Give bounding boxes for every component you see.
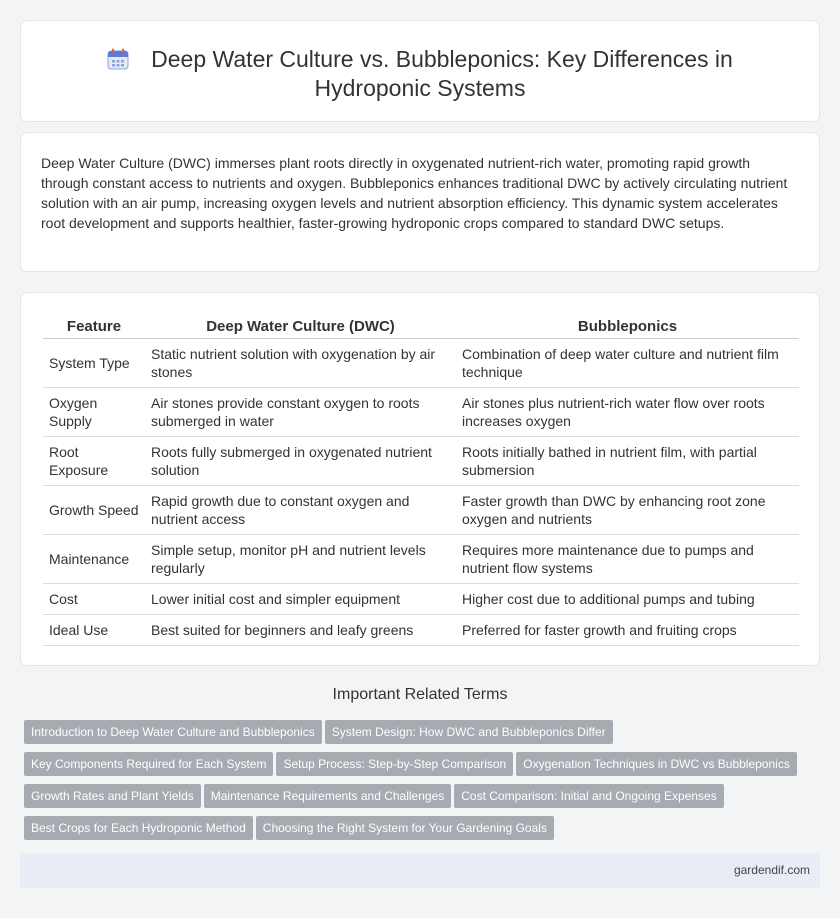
header-dwc: Deep Water Culture (DWC)	[145, 315, 456, 338]
related-terms-list	[24, 720, 816, 848]
table-row	[43, 614, 799, 645]
dwc-cell: Rapid growth due to constant oxygen and nutrient access	[145, 485, 456, 534]
header-feature: Feature	[43, 315, 145, 338]
table-row	[43, 485, 799, 534]
dwc-cell: Air stones provide constant oxygen to roots submerged in water	[145, 387, 456, 436]
table-row	[43, 338, 799, 387]
footer	[20, 854, 820, 888]
table-row	[43, 387, 799, 436]
dwc-cell: Lower initial cost and simpler equipment	[145, 583, 456, 614]
bubbleponics-cell: Faster growth than DWC by enhancing root zone oxygen and nutrients	[456, 485, 799, 534]
related-terms-heading: Important Related Terms	[332, 686, 508, 703]
feature-cell: Root Exposure	[43, 436, 145, 485]
bubbleponics-cell: Air stones plus nutrient-rich water flow over roots increases oxygen	[456, 387, 799, 436]
bubbleponics-cell: Higher cost due to additional pumps and tubing	[456, 583, 799, 614]
dwc-cell: Best suited for beginners and leafy greens	[145, 614, 456, 645]
related-term-tag[interactable]: Growth Rates and Plant Yields	[24, 784, 201, 808]
bubbleponics-cell: Combination of deep water culture and nutrient film technique	[456, 338, 799, 387]
calendar-icon	[107, 48, 129, 70]
dwc-cell: Roots fully submerged in oxygenated nutrient solution	[145, 436, 456, 485]
bubbleponics-cell: Preferred for faster growth and fruiting crops	[456, 614, 799, 645]
dwc-cell: Static nutrient solution with oxygenation by air stones	[145, 338, 456, 387]
feature-cell: System Type	[43, 338, 145, 387]
comparison-table	[43, 315, 799, 646]
table-row	[43, 436, 799, 485]
title-line-1: Deep Water Culture vs. Bubbleponics: Key Differences in	[151, 46, 733, 72]
title-card	[20, 20, 820, 122]
feature-cell: Oxygen Supply	[43, 387, 145, 436]
related-term-tag[interactable]: Oxygenation Techniques in DWC vs Bubbleponics	[516, 752, 797, 776]
bubbleponics-cell: Requires more maintenance due to pumps and nutrient flow systems	[456, 534, 799, 583]
footer-site-link[interactable]: gardendif.com	[733, 863, 810, 877]
page-title	[21, 45, 819, 103]
related-term-tag[interactable]: Cost Comparison: Initial and Ongoing Expenses	[454, 784, 723, 808]
table-row	[43, 583, 799, 614]
feature-cell: Growth Speed	[43, 485, 145, 534]
related-term-tag[interactable]: Maintenance Requirements and Challenges	[204, 784, 451, 808]
header-bubbleponics: Bubbleponics	[456, 315, 799, 338]
related-term-tag[interactable]: Key Components Required for Each System	[24, 752, 273, 776]
feature-cell: Maintenance	[43, 534, 145, 583]
dwc-cell: Simple setup, monitor pH and nutrient levels regularly	[145, 534, 456, 583]
title-line-2: Hydroponic Systems	[314, 75, 526, 101]
table-header-row	[43, 315, 799, 338]
feature-cell: Ideal Use	[43, 614, 145, 645]
related-term-tag[interactable]: System Design: How DWC and Bubbleponics Differ	[325, 720, 613, 744]
related-term-tag[interactable]: Best Crops for Each Hydroponic Method	[24, 816, 253, 840]
intro-card	[20, 132, 820, 272]
table-row	[43, 534, 799, 583]
related-term-tag[interactable]: Introduction to Deep Water Culture and Bubbleponics	[24, 720, 322, 744]
related-term-tag[interactable]: Setup Process: Step-by-Step Comparison	[276, 752, 513, 776]
feature-cell: Cost	[43, 583, 145, 614]
comparison-card	[20, 292, 820, 666]
related-term-tag[interactable]: Choosing the Right System for Your Gardening Goals	[256, 816, 554, 840]
bubbleponics-cell: Roots initially bathed in nutrient film, with partial submersion	[456, 436, 799, 485]
intro-paragraph: Deep Water Culture (DWC) immerses plant roots directly in oxygenated nutrient-rich water, promoting rapid growth through constant access to nutrients and oxygen. Bubbleponics enhances traditional DWC by actively circulating nutrient solution with an air pump, increasing oxygen levels and nutrient absorption efficiency. This dynamic system accelerates root development and supports healthier, faster-growing hydroponic crops compared to standard DWC setups.	[41, 155, 788, 231]
